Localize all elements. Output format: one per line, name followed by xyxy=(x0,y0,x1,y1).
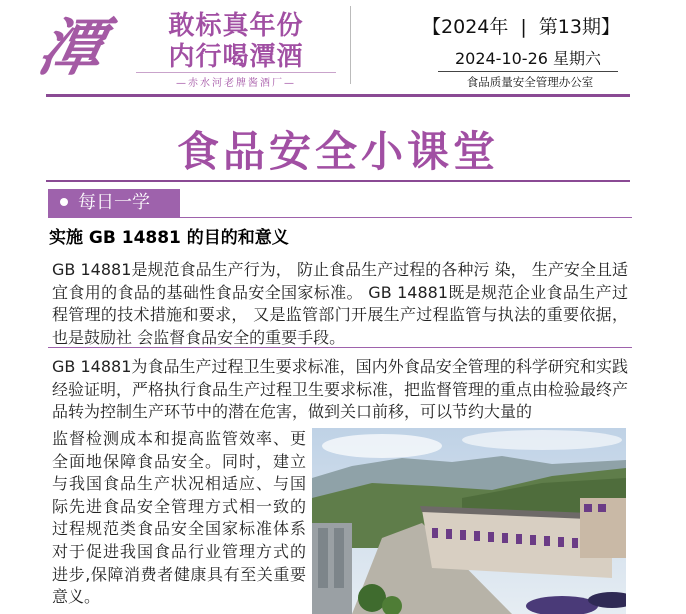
paragraph-divider xyxy=(48,347,632,348)
paragraph-2: GB 14881为食品生产过程卫生要求标准，国内外食品安全管理的科学研究和实践经验证明，严格执行食品生产过程卫生要求标准，把监督管理的重点由检验最终产品转为控制生产环节中的潜在危害，做到关口前移，可以节约大量的 xyxy=(52,357,629,422)
article-heading: 实施 GB 14881 的目的和意义 xyxy=(49,228,289,248)
page-title: 食品安全小课堂 xyxy=(176,127,499,176)
issue-info xyxy=(416,12,626,39)
issue-date: 2024-10-26 星期六 xyxy=(438,46,618,72)
bullet-dot-icon xyxy=(60,198,68,206)
section-tag-label: 每日一学 xyxy=(78,192,150,213)
paragraph-1: GB 14881是规范食品生产行为， 防止食品生产过程的各种污 染， 生产安全且适宜食用的食品的基础性食品安全国家标准。 GB 14881既是规范企业食品生产过程管理的技术措施和要求， 又是监管部门开展生产过程监管与执法的重要依据， 也是鼓励社 会监督食品安全的重要手段。 xyxy=(52,260,628,347)
slogan-line-2: 内行喝潭酒 xyxy=(168,42,304,72)
issue-number: 第13期】 xyxy=(538,16,620,38)
distillery-photo-illustration xyxy=(312,428,626,614)
issuing-office: 食品质量安全管理办公室 xyxy=(466,75,594,89)
slogan-tagline: —赤水河老牌酱酒厂— xyxy=(136,72,336,89)
paragraph-3: 监督检测成本和提高监管效率、更全面地保障食品安全。同时，建立与我国食品生产状况相适应、与国际先进食品安全管理方式相一致的过程规范类食品安全国家标准体系对于促进我国食品行业管理方式的进步,保障消费者健康具有至关重要意义。 xyxy=(52,429,306,607)
issue-separator: | xyxy=(520,16,527,38)
section-rule xyxy=(48,217,632,218)
header-rule xyxy=(46,94,630,97)
distillery-photo xyxy=(312,428,626,614)
title-rule xyxy=(46,180,630,182)
issue-year: 【2024年 xyxy=(422,16,509,38)
slogan-line-1: 敢标真年份 xyxy=(168,11,304,41)
section-tag xyxy=(48,189,180,217)
header-divider xyxy=(350,6,351,84)
brand-logo-glyph: 潭 xyxy=(32,11,110,84)
